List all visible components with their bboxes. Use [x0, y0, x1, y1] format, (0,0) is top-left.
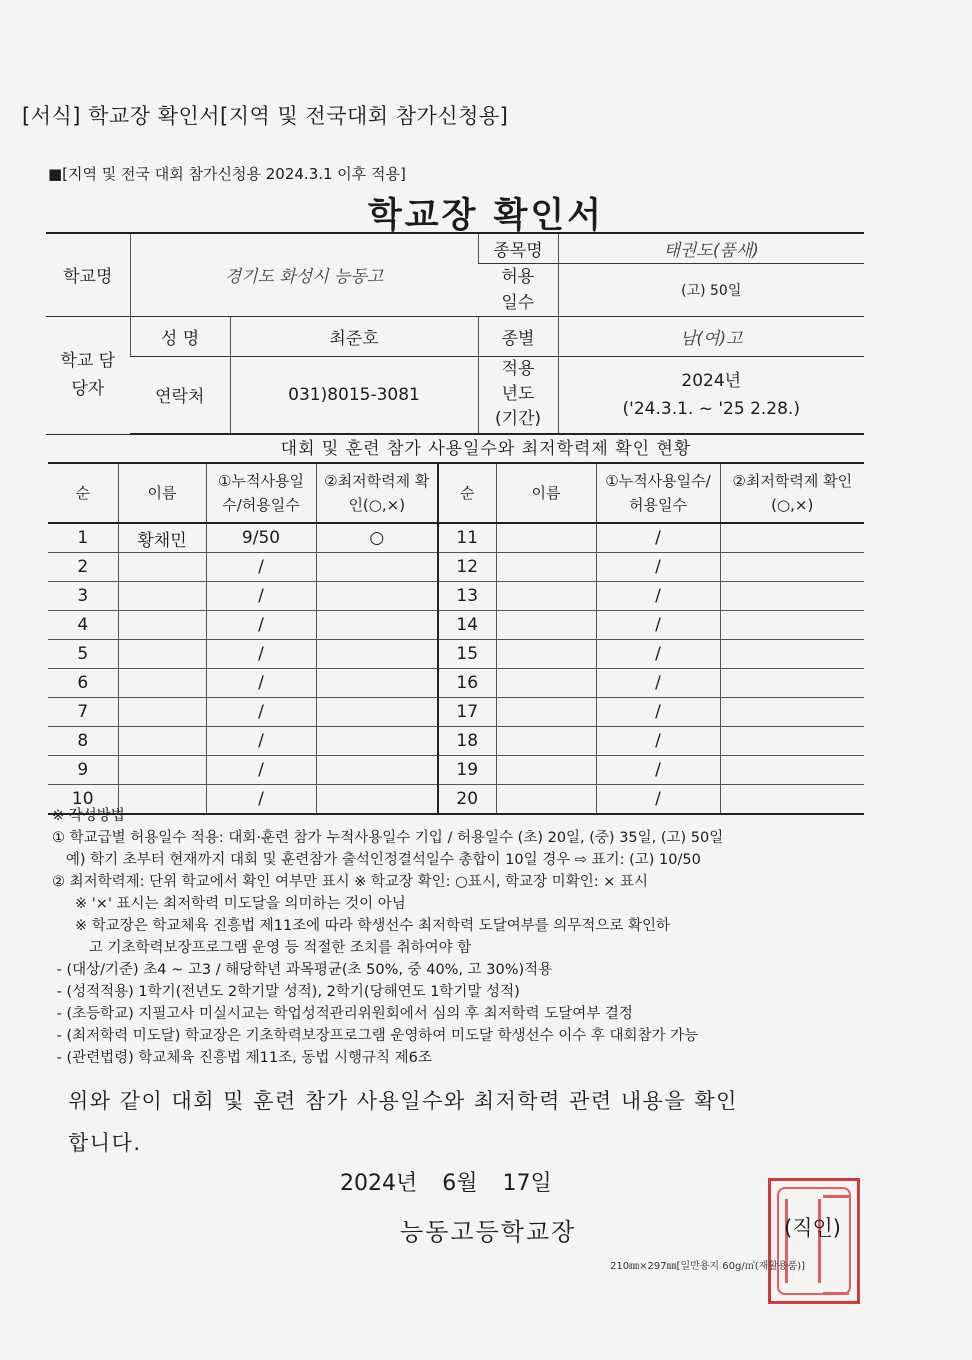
- row-number: 15: [438, 640, 496, 669]
- table-row: [48, 727, 864, 756]
- row-days: /: [596, 611, 720, 640]
- contact-label: 연락처: [130, 356, 230, 434]
- col-no-right: 순: [438, 463, 496, 523]
- note-line: ② 최저학력제: 단위 학교에서 확인 여부만 표시 ※ 학교장 확인: ○표시, 학교장 미확인: × 표시: [52, 874, 648, 890]
- note-line: - (초등학교) 지필고사 미실시교는 학업성적관리위원회에서 심의 후 최저학력 도달여부 결정: [52, 1006, 633, 1022]
- row-check: [316, 669, 438, 698]
- row-days: /: [596, 756, 720, 785]
- row-name: [118, 582, 206, 611]
- row-name: [496, 698, 596, 727]
- row-days: /: [596, 727, 720, 756]
- school-principal-signature: 능동고등학교장: [400, 1218, 577, 1246]
- row-number: 20: [438, 785, 496, 815]
- note-line: ※ 작성방법: [52, 808, 125, 824]
- row-number: 10: [48, 785, 118, 815]
- row-check: [720, 611, 864, 640]
- row-number: 12: [438, 553, 496, 582]
- row-days: /: [206, 553, 316, 582]
- table-row: [48, 582, 864, 611]
- row-name: [496, 727, 596, 756]
- table-row: [48, 756, 864, 785]
- row-name: [496, 523, 596, 553]
- row-days: /: [596, 553, 720, 582]
- period-text: ('24.3.1. ~ '25 2.28.): [622, 398, 800, 419]
- note-line: - (대상/기준) 초4 ~ 고3 / 해당학년 과목평균(초 50%, 중 40%, 고 30%)적용: [52, 962, 553, 978]
- row-name: [118, 611, 206, 640]
- paper-spec: 210㎜×297㎜[일반용지 60g/㎡(재활용품)]: [610, 1261, 806, 1272]
- year-value: [558, 356, 864, 434]
- row-number: 19: [438, 756, 496, 785]
- row-number: 7: [48, 698, 118, 727]
- table-row: [48, 669, 864, 698]
- name-label: 성 명: [130, 316, 230, 356]
- note-line: 예) 학기 초부터 현재까지 대회 및 훈련참가 출석인정결석일수 총합이 10일 경우 ⇨ 표기: (고) 10/50: [52, 852, 701, 868]
- row-check: [720, 553, 864, 582]
- row-number: 5: [48, 640, 118, 669]
- table-row: [48, 523, 864, 553]
- row-days: /: [596, 582, 720, 611]
- event-value: 태권도(품새): [558, 233, 864, 263]
- row-days: /: [206, 582, 316, 611]
- row-number: 4: [48, 611, 118, 640]
- row-name: [496, 611, 596, 640]
- note-line: - (관련법령) 학교체육 진흥법 제11조, 동법 시행규칙 제6조: [52, 1050, 432, 1066]
- col-days-left: ①누적사용일수/허용일수: [206, 463, 316, 523]
- row-number: 3: [48, 582, 118, 611]
- table-row: [48, 698, 864, 727]
- row-days: /: [206, 640, 316, 669]
- col-name-left: 이름: [118, 463, 206, 523]
- col-check-right: ②최저학력제 확인(○,×): [720, 463, 864, 523]
- seal-label: (직인): [784, 1216, 841, 1240]
- row-check: [316, 611, 438, 640]
- year-text: 2024년: [681, 370, 742, 391]
- row-days: /: [206, 698, 316, 727]
- row-name: 황채민: [118, 523, 206, 553]
- row-name: [118, 698, 206, 727]
- status-section-title: 대회 및 훈련 참가 사용일수와 최저학력제 확인 현황: [280, 439, 692, 459]
- row-check: [720, 698, 864, 727]
- row-name: [496, 582, 596, 611]
- col-check-left: ②최저학력제 확인(○,×): [316, 463, 438, 523]
- row-check: [316, 582, 438, 611]
- row-days: /: [596, 523, 720, 553]
- category-value: 남(여)고: [558, 316, 864, 356]
- row-number: 13: [438, 582, 496, 611]
- row-name: [496, 553, 596, 582]
- note-line: - (최저학력 미도달) 학교장은 기초학력보장프로그램 운영하여 미도달 학생선수 이수 후 대회참가 가능: [52, 1028, 699, 1044]
- allowed-days-label: 허용일수: [478, 263, 558, 316]
- school-name-label: 학교명: [46, 233, 130, 316]
- school-name-value: 경기도 화성시 능동고: [130, 233, 478, 316]
- form-header: [서식] 학교장 확인서[지역 및 전국대회 참가신청용]: [22, 104, 509, 128]
- row-check: [316, 727, 438, 756]
- row-name: [118, 727, 206, 756]
- seal-glyph-right: [823, 1195, 849, 1295]
- row-days: /: [206, 756, 316, 785]
- row-check: [720, 669, 864, 698]
- row-days: /: [206, 727, 316, 756]
- row-number: 9: [48, 756, 118, 785]
- row-check: [720, 582, 864, 611]
- row-days: /: [596, 640, 720, 669]
- row-number: 17: [438, 698, 496, 727]
- info-table: [46, 232, 864, 435]
- row-number: 16: [438, 669, 496, 698]
- row-check: [316, 553, 438, 582]
- row-number: 2: [48, 553, 118, 582]
- row-check: [720, 785, 864, 815]
- row-name: [118, 553, 206, 582]
- row-days: 9/50: [206, 523, 316, 553]
- col-no-left: 순: [48, 463, 118, 523]
- row-number: 18: [438, 727, 496, 756]
- issue-date: 2024년 6월 17일: [340, 1171, 552, 1196]
- table-row: [48, 640, 864, 669]
- row-check: [720, 523, 864, 553]
- writing-notes: [52, 805, 723, 1069]
- row-days: /: [206, 785, 316, 815]
- row-name: [118, 756, 206, 785]
- row-check: [316, 756, 438, 785]
- row-name: [118, 669, 206, 698]
- row-check: [720, 727, 864, 756]
- row-name: [496, 756, 596, 785]
- note-line: ※ '×' 표시는 최저학력 미도달을 의미하는 것이 아님: [52, 896, 406, 912]
- col-name-right: 이름: [496, 463, 596, 523]
- row-days: /: [206, 669, 316, 698]
- confirmation-line-2: 합니다.: [68, 1131, 142, 1155]
- row-number: 1: [48, 523, 118, 553]
- row-check: [720, 640, 864, 669]
- col-days-right: ①누적사용일수/허용일수: [596, 463, 720, 523]
- form-sub-header: ■[지역 및 전국 대회 참가신청용 2024.3.1 이후 적용]: [48, 165, 406, 183]
- row-name: [496, 669, 596, 698]
- row-days: /: [596, 669, 720, 698]
- row-number: 6: [48, 669, 118, 698]
- contact-value: 031)8015-3081: [230, 356, 478, 434]
- name-value: 최준호: [230, 316, 478, 356]
- table-row: [48, 611, 864, 640]
- event-label: 종목명: [478, 233, 558, 263]
- row-name: [496, 640, 596, 669]
- row-days: /: [206, 611, 316, 640]
- manager-label: 학교 담당자: [46, 316, 130, 434]
- status-header-row: [48, 463, 864, 523]
- row-number: 14: [438, 611, 496, 640]
- allowed-days-value: (고) 50일: [558, 263, 864, 316]
- note-line: 고 기초학력보장프로그램 운영 등 적절한 조치를 취하여야 함: [52, 940, 472, 956]
- row-check: [720, 756, 864, 785]
- status-table: [48, 462, 864, 815]
- row-check: [316, 640, 438, 669]
- confirmation-line-1: 위와 같이 대회 및 훈련 참가 사용일수와 최저학력 관련 내용을 확인: [68, 1089, 738, 1113]
- row-days: /: [596, 698, 720, 727]
- note-line: ① 학교급별 허용일수 적용: 대회·훈련 참가 누적사용일수 기입 / 허용일수 (초) 20일, (중) 35일, (고) 50일: [52, 830, 724, 846]
- note-line: - (성적적용) 1학기(전년도 2학기말 성적), 2학기(당해연도 1학기말 성적): [52, 984, 520, 1000]
- year-label: 적용 년도 (기간): [478, 356, 558, 434]
- note-line: ※ 학교장은 학교체육 진흥법 제11조에 따라 학생선수 최저학력 도달여부를 의무적으로 확인하: [52, 918, 670, 934]
- row-number: 11: [438, 523, 496, 553]
- row-days: /: [596, 785, 720, 815]
- row-check: [316, 698, 438, 727]
- row-check: ○: [316, 523, 438, 553]
- row-name: [118, 640, 206, 669]
- row-number: 8: [48, 727, 118, 756]
- confirmation-text: [68, 1080, 738, 1164]
- table-row: [48, 553, 864, 582]
- category-label: 종별: [478, 316, 558, 356]
- document-title: 학교장 확인서: [367, 196, 605, 236]
